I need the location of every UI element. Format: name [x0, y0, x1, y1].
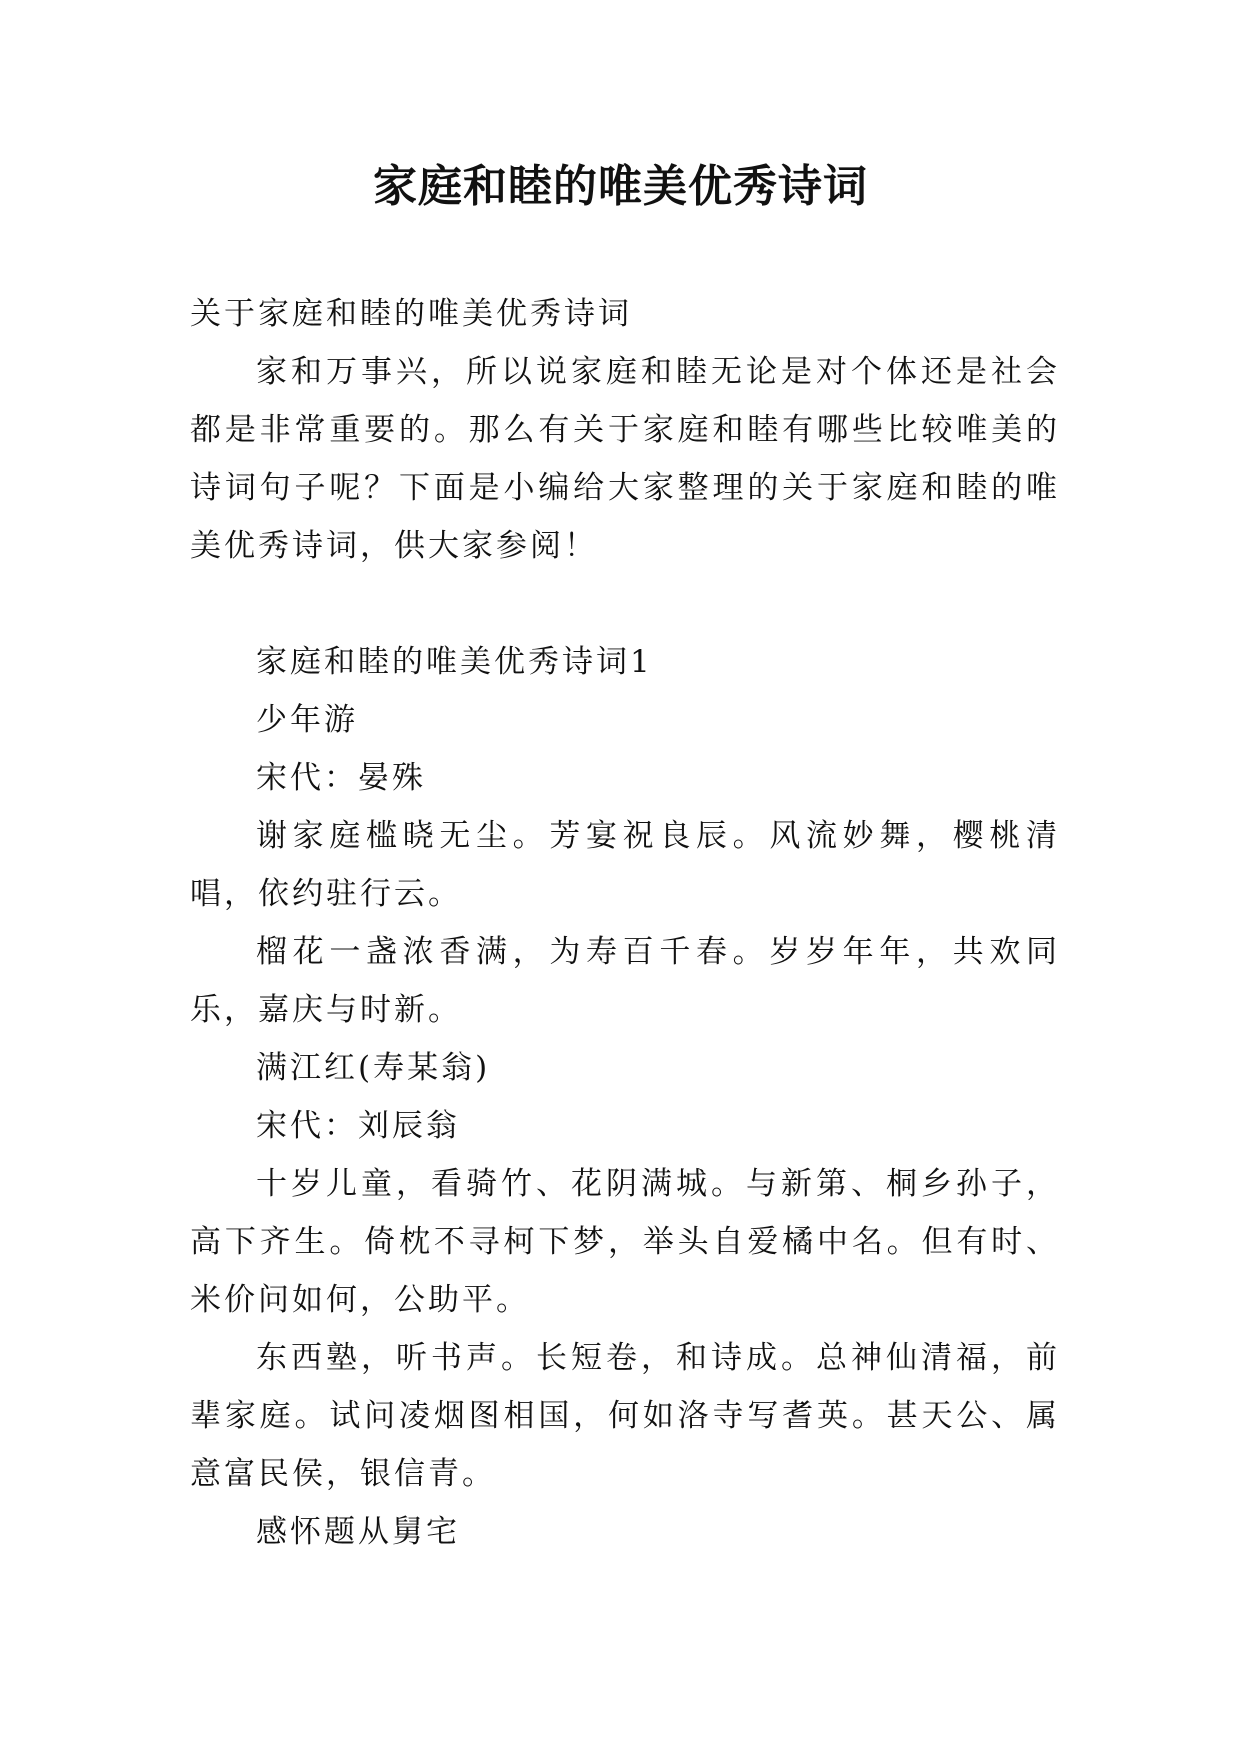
section-heading: 家庭和睦的唯美优秀诗词1 [256, 644, 653, 680]
poem-stanza: 十岁儿童，看骑竹、花阴满城。与新第、桐乡孙子，高下齐生。倚枕不寻柯下梦，举头自爱橘中名。但有时、米价问如何，公助平。 [190, 1166, 1060, 1318]
poem-author: 宋代：晏殊 [256, 760, 426, 796]
poem-stanza: 谢家庭槛晓无尘。芳宴祝良辰。风流妙舞，樱桃清唱，依约驻行云。 [190, 818, 1060, 912]
poem-title: 少年游 [256, 702, 358, 738]
poem-title: 感怀题从舅宅 [256, 1514, 460, 1550]
intro-paragraph: 家和万事兴，所以说家庭和睦无论是对个体还是社会都是非常重要的。那么有关于家庭和睦有哪些比较唯美的诗词句子呢？下面是小编给大家整理的关于家庭和睦的唯美优秀诗词，供大家参阅！ [190, 354, 1060, 564]
document-body [190, 285, 1060, 1561]
poem-author: 宋代：刘辰翁 [256, 1108, 460, 1144]
poem-stanza: 东西塾，听书声。长短卷，和诗成。总神仙清福，前辈家庭。试问凌烟图相国，何如洛寺写耆英。甚天公、属意富民侯，银信青。 [190, 1340, 1060, 1492]
poem-title: 满江红(寿某翁) [256, 1050, 491, 1086]
poem-stanza: 榴花一盏浓香满，为寿百千春。岁岁年年，共欢同乐，嘉庆与时新。 [190, 934, 1060, 1028]
paragraph-spacer [190, 575, 1060, 633]
intro-heading: 关于家庭和睦的唯美优秀诗词 [190, 296, 632, 332]
document-title: 家庭和睦的唯美优秀诗词 [373, 161, 868, 212]
